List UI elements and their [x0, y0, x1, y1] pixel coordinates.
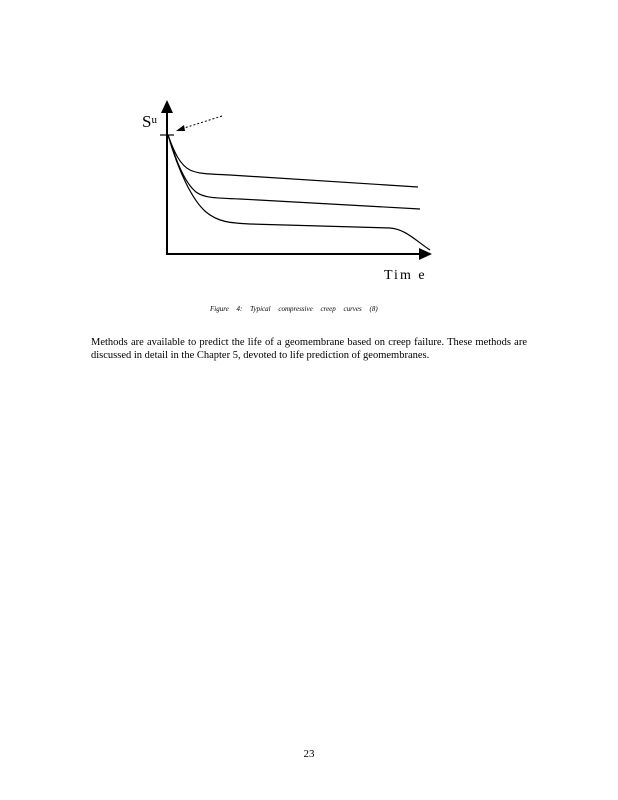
pointer-line — [181, 116, 222, 129]
creep-curve-lower — [168, 135, 430, 250]
creep-curves-figure — [0, 0, 618, 313]
x-axis-label: Tim e — [384, 268, 427, 283]
y-axis-arrowhead — [161, 100, 173, 113]
creep-curve-middle — [168, 135, 420, 209]
body-paragraph: Methods are available to predict the life of a geomembrane based on creep failure. These methods are discussed in detail in the Chapter 5, devoted to life prediction of geomembranes. — [91, 337, 527, 361]
creep-curves-diagram — [0, 0, 618, 300]
creep-curve-upper — [168, 135, 418, 187]
y-axis-label — [142, 112, 157, 132]
page-number: 23 — [303, 748, 315, 760]
y-axis-label-superscript: u — [151, 114, 157, 126]
y-axis-label-main: S — [142, 112, 152, 131]
pointer-arrowhead — [176, 125, 185, 131]
figure-caption: Figure 4: Typical compressive creep curves (8) — [210, 305, 378, 313]
